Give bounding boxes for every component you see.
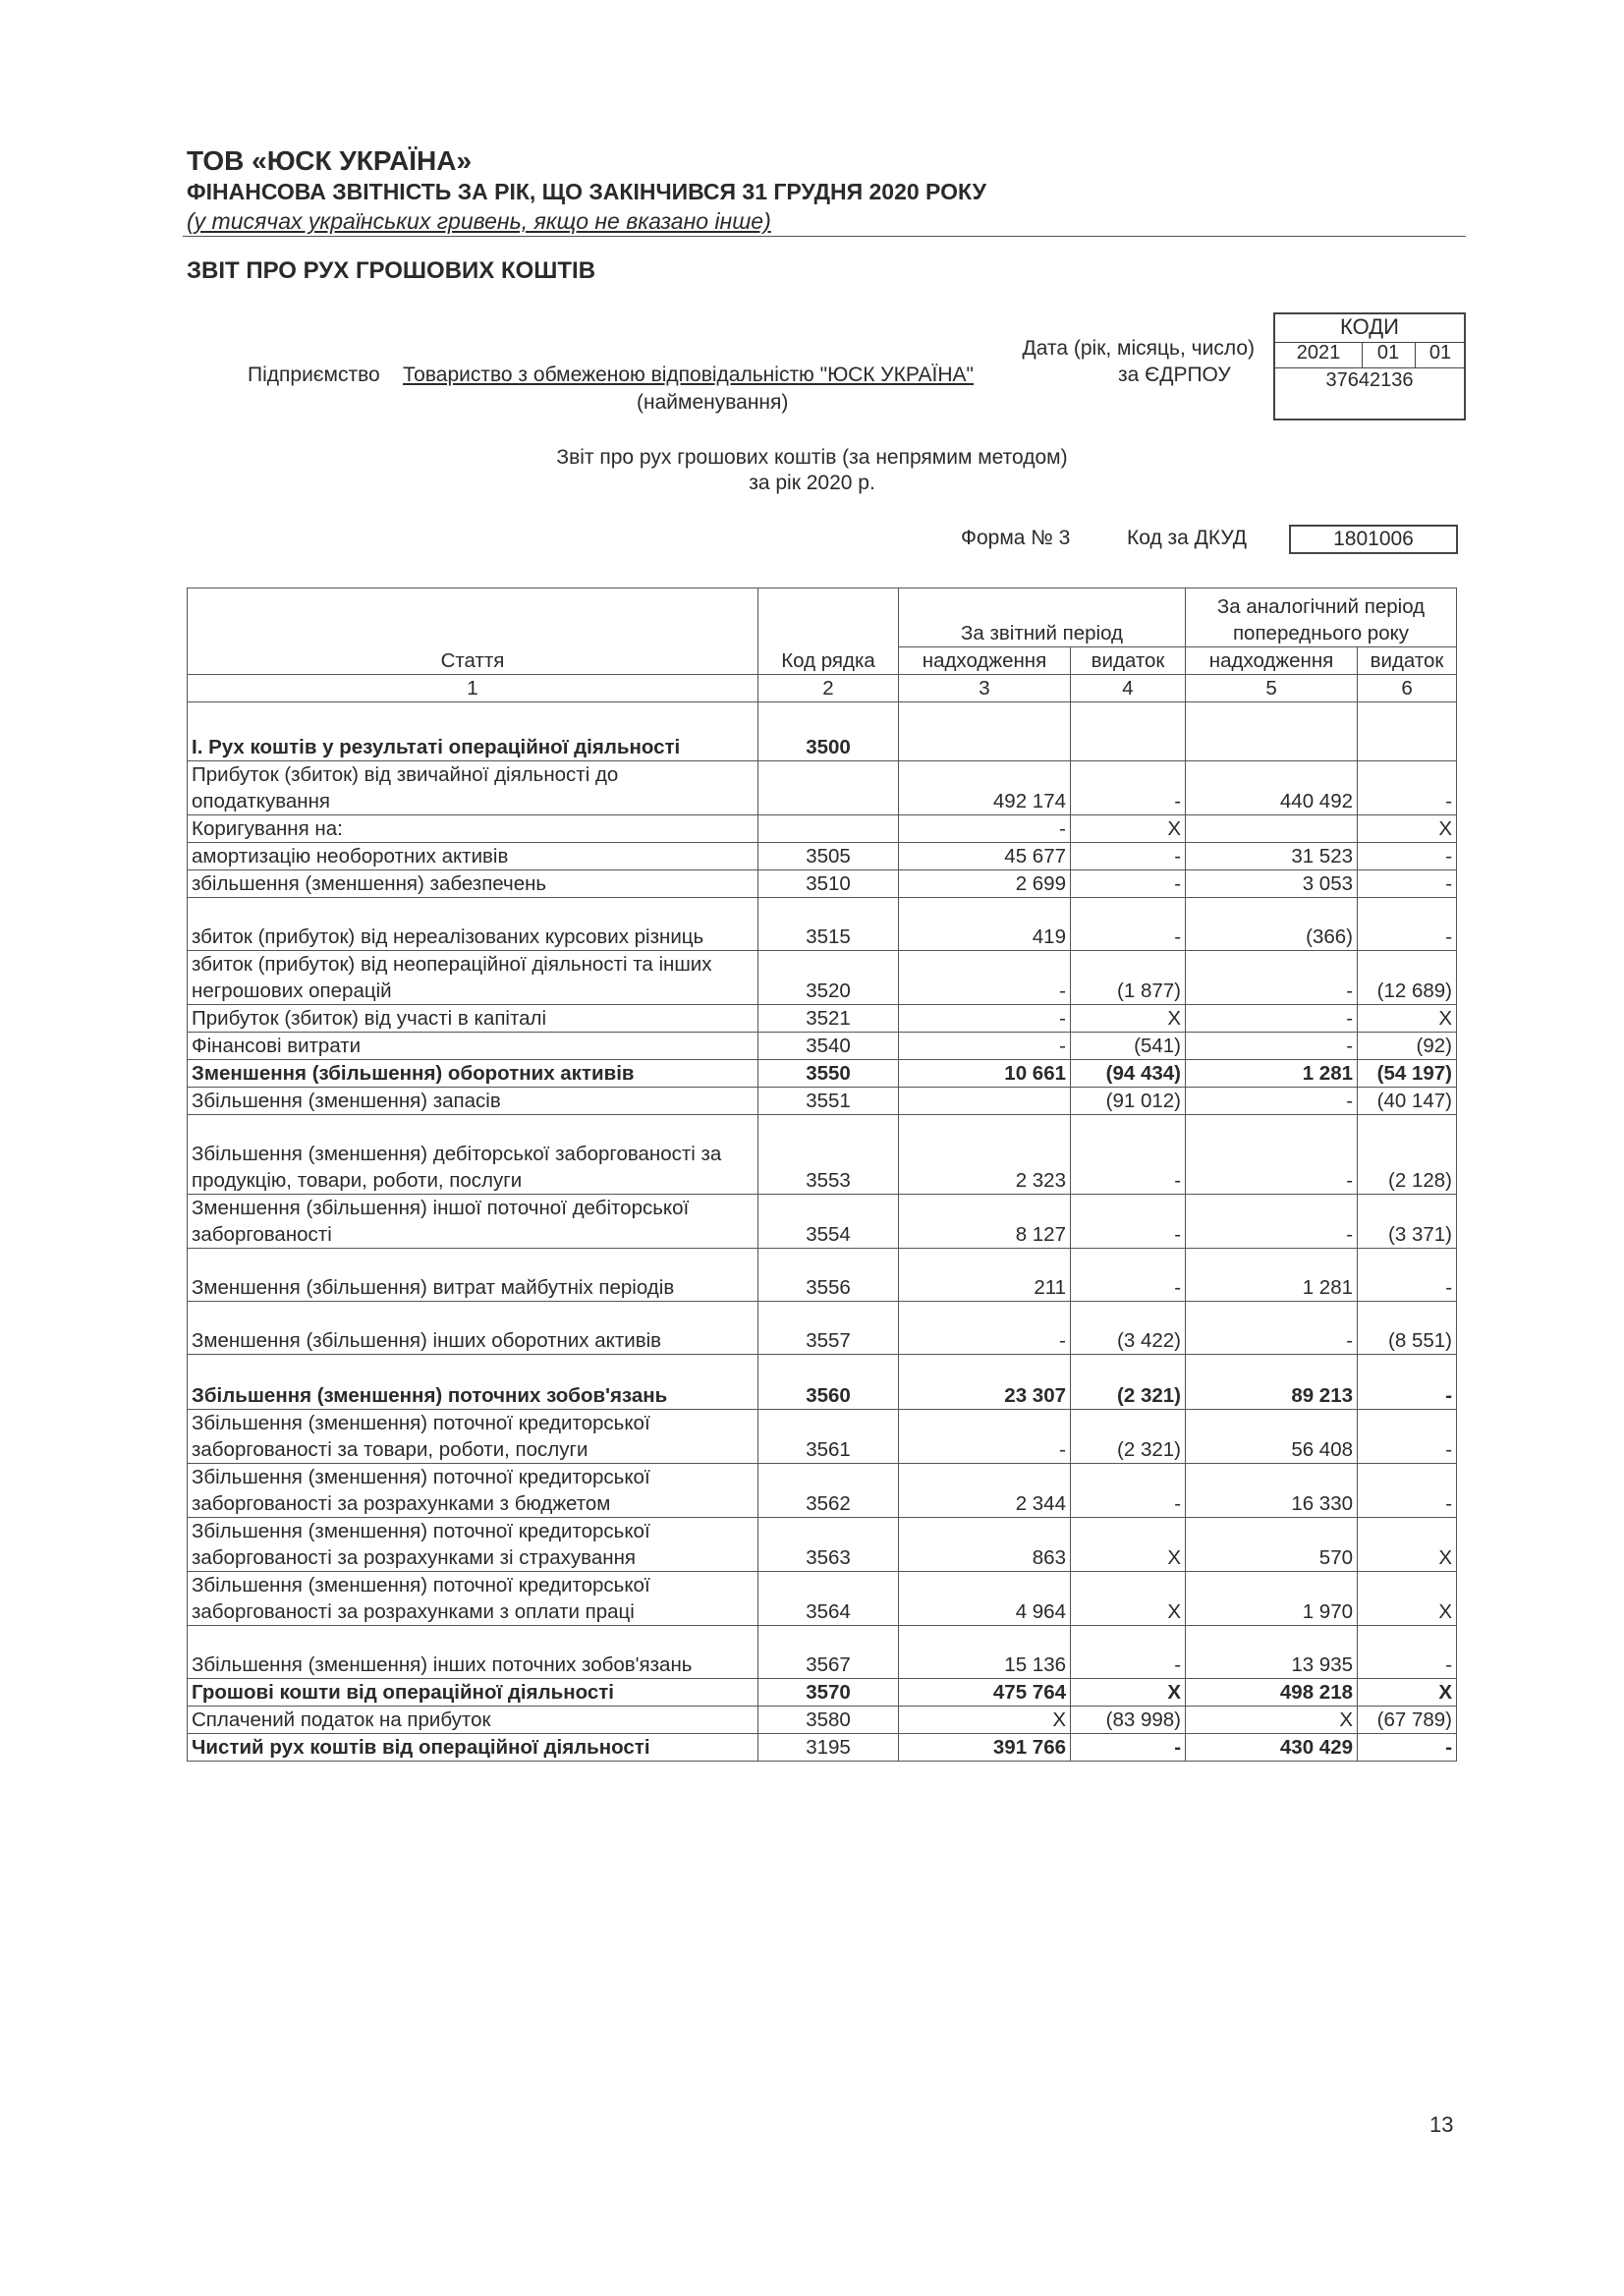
row-label: Зменшення (збільшення) іншої поточної дебіторської заборгованості (188, 1195, 758, 1249)
row-previous-outflow: - (1358, 843, 1457, 870)
row-code: 3520 (758, 951, 899, 1005)
row-code: 3195 (758, 1734, 899, 1762)
row-previous-inflow: 16 330 (1186, 1464, 1358, 1518)
edrpou-code: 37642136 (1325, 369, 1414, 391)
row-previous-outflow: - (1358, 1355, 1457, 1410)
row-code: 3560 (758, 1355, 899, 1410)
row-current-inflow: 23 307 (899, 1355, 1071, 1410)
row-current-inflow: - (899, 1005, 1071, 1033)
table-row (188, 843, 1457, 870)
edrpou-label: за ЄДРПОУ (1118, 364, 1231, 386)
row-current-outflow: (3 422) (1071, 1302, 1186, 1355)
row-current-inflow: 419 (899, 898, 1071, 951)
report-title: Звіт про рух грошових коштів (за непрямим методом) (556, 446, 1068, 469)
row-previous-inflow: - (1186, 951, 1358, 1005)
row-code: 3554 (758, 1195, 899, 1249)
row-current-outflow: - (1071, 1464, 1186, 1518)
row-current-inflow: 4 964 (899, 1572, 1071, 1626)
enterprise-name: Товариство з обмеженою відповідальністю "ЮСК УКРАЇНА" (403, 364, 974, 386)
table-row (188, 1464, 1457, 1518)
row-code: 3521 (758, 1005, 899, 1033)
row-current-outflow: - (1071, 761, 1186, 815)
row-current-inflow: 15 136 (899, 1626, 1071, 1679)
row-current-outflow: (1 877) (1071, 951, 1186, 1005)
table-row (188, 1410, 1457, 1464)
row-current-outflow: X (1071, 1005, 1186, 1033)
row-current-outflow: - (1071, 1734, 1186, 1762)
header-divider (183, 236, 1466, 237)
row-previous-outflow: - (1358, 1734, 1457, 1762)
row-label: Збільшення (зменшення) поточної кредиторської заборгованості за розрахунками з оплати праці (188, 1572, 758, 1626)
table-row (188, 1249, 1457, 1302)
table-row (188, 1355, 1457, 1410)
row-label: I. Рух коштів у результаті операційної діяльності (188, 702, 758, 761)
row-previous-outflow: (8 551) (1358, 1302, 1457, 1355)
row-code: 3564 (758, 1572, 899, 1626)
row-label: Коригування на: (188, 815, 758, 843)
row-current-inflow: 475 764 (899, 1679, 1071, 1707)
codes-title: КОДИ (1275, 314, 1464, 343)
row-current-inflow: 863 (899, 1518, 1071, 1572)
row-previous-inflow: 1 281 (1186, 1249, 1358, 1302)
row-label: збиток (прибуток) від неопераційної діяльності та інших негрошових операцій (188, 951, 758, 1005)
row-label: Прибуток (збиток) від звичайної діяльності до оподаткування (188, 761, 758, 815)
col-number-2: 2 (758, 675, 899, 702)
row-current-inflow: - (899, 815, 1071, 843)
row-label: збільшення (зменшення) забезпечень (188, 870, 758, 898)
row-current-inflow: 8 127 (899, 1195, 1071, 1249)
table-row (188, 1060, 1457, 1088)
header-code: Код рядка (758, 588, 899, 675)
table-row (188, 815, 1457, 843)
row-label: Зменшення (збільшення) витрат майбутніх періодів (188, 1249, 758, 1302)
row-current-inflow: X (899, 1707, 1071, 1734)
date-day: 01 (1415, 342, 1466, 368)
row-current-outflow: (94 434) (1071, 1060, 1186, 1088)
report-period: за рік 2020 р. (749, 472, 875, 494)
row-previous-outflow: - (1358, 898, 1457, 951)
row-code: 3563 (758, 1518, 899, 1572)
row-current-inflow: 391 766 (899, 1734, 1071, 1762)
row-previous-outflow: (40 147) (1358, 1088, 1457, 1115)
row-previous-inflow: 440 492 (1186, 761, 1358, 815)
table-row (188, 702, 1457, 761)
table-row (188, 761, 1457, 815)
row-label: амортизацію необоротних активів (188, 843, 758, 870)
table-row (188, 1302, 1457, 1355)
row-label: Збільшення (зменшення) запасів (188, 1088, 758, 1115)
row-previous-inflow: 1 970 (1186, 1572, 1358, 1626)
row-previous-inflow: 3 053 (1186, 870, 1358, 898)
row-previous-outflow: X (1358, 815, 1457, 843)
row-previous-outflow: X (1358, 1679, 1457, 1707)
row-code: 3540 (758, 1033, 899, 1060)
date-year: 2021 (1275, 342, 1363, 368)
row-previous-inflow (1186, 702, 1358, 761)
row-label: Збільшення (зменшення) поточної кредиторської заборгованості за розрахунками з бюджетом (188, 1464, 758, 1518)
row-label: Грошові кошти від операційної діяльності (188, 1679, 758, 1707)
row-current-inflow: - (899, 1033, 1071, 1060)
row-current-outflow: - (1071, 1115, 1186, 1195)
row-label: Збільшення (зменшення) поточної кредиторської заборгованості за товари, роботи, послуги (188, 1410, 758, 1464)
table-row (188, 870, 1457, 898)
row-code (758, 761, 899, 815)
row-current-outflow: X (1071, 1518, 1186, 1572)
row-current-inflow: 10 661 (899, 1060, 1071, 1088)
row-previous-outflow: (67 789) (1358, 1707, 1457, 1734)
row-previous-inflow: - (1186, 1195, 1358, 1249)
row-code: 3500 (758, 702, 899, 761)
form-number: Форма № 3 (961, 527, 1071, 549)
table-row (188, 1195, 1457, 1249)
row-label: Зменшення (збільшення) оборотних активів (188, 1060, 758, 1088)
row-label: Збільшення (зменшення) інших поточних зобов'язань (188, 1626, 758, 1679)
col-number-1: 1 (188, 675, 758, 702)
row-previous-outflow: (92) (1358, 1033, 1457, 1060)
row-current-outflow: X (1071, 1572, 1186, 1626)
header-previous-period: За аналогічний період попереднього року (1186, 588, 1457, 647)
row-previous-inflow: 56 408 (1186, 1410, 1358, 1464)
row-current-inflow: - (899, 1410, 1071, 1464)
row-label: Збільшення (зменшення) поточної кредиторської заборгованості за розрахунками зі страхування (188, 1518, 758, 1572)
row-current-outflow: (541) (1071, 1033, 1186, 1060)
table-row (188, 1734, 1457, 1762)
col-number-5: 5 (1186, 675, 1358, 702)
row-code: 3561 (758, 1410, 899, 1464)
row-current-inflow (899, 1088, 1071, 1115)
header-article: Стаття (188, 588, 758, 675)
date-month: 01 (1362, 342, 1416, 368)
row-previous-inflow: - (1186, 1088, 1358, 1115)
row-previous-outflow: X (1358, 1572, 1457, 1626)
row-current-outflow: - (1071, 843, 1186, 870)
row-previous-inflow (1186, 815, 1358, 843)
row-label: Зменшення (збільшення) інших оборотних активів (188, 1302, 758, 1355)
row-current-outflow: (91 012) (1071, 1088, 1186, 1115)
row-previous-inflow: - (1186, 1115, 1358, 1195)
row-previous-inflow: (366) (1186, 898, 1358, 951)
col-number-6: 6 (1358, 675, 1457, 702)
row-label: Фінансові витрати (188, 1033, 758, 1060)
row-current-outflow: - (1071, 1626, 1186, 1679)
row-current-inflow: - (899, 951, 1071, 1005)
table-row (188, 1679, 1457, 1707)
row-current-inflow: 2 699 (899, 870, 1071, 898)
row-current-outflow: (83 998) (1071, 1707, 1186, 1734)
row-current-inflow: 211 (899, 1249, 1071, 1302)
header-current-period: За звітний період (899, 588, 1186, 647)
row-previous-outflow: - (1358, 870, 1457, 898)
company-name: ТОВ «ЮСК УКРАЇНА» (187, 145, 473, 176)
row-label: Прибуток (збиток) від участі в капіталі (188, 1005, 758, 1033)
col-number-4: 4 (1071, 675, 1186, 702)
row-previous-inflow: - (1186, 1005, 1358, 1033)
cash-flow-table (187, 588, 1457, 1762)
row-previous-inflow: 1 281 (1186, 1060, 1358, 1088)
row-code: 3567 (758, 1626, 899, 1679)
date-label: Дата (рік, місяць, число) (1022, 337, 1255, 360)
row-current-inflow: - (899, 1302, 1071, 1355)
header-outflow: видаток (1071, 647, 1186, 675)
section-title: ЗВІТ ПРО РУХ ГРОШОВИХ КОШТІВ (187, 257, 596, 284)
row-current-outflow: - (1071, 1249, 1186, 1302)
table-row (188, 1572, 1457, 1626)
row-previous-outflow: - (1358, 1410, 1457, 1464)
row-code: 3551 (758, 1088, 899, 1115)
table-row (188, 1518, 1457, 1572)
report-subtitle: ФІНАНСОВА ЗВІТНІСТЬ ЗА РІК, ЩО ЗАКІНЧИВСЯ 31 ГРУДНЯ 2020 РОКУ (187, 179, 986, 204)
row-previous-inflow: - (1186, 1033, 1358, 1060)
row-previous-inflow: - (1186, 1302, 1358, 1355)
row-current-inflow: 492 174 (899, 761, 1071, 815)
row-label: Збільшення (зменшення) поточних зобов'язань (188, 1355, 758, 1410)
name-hint: (найменування) (637, 391, 789, 414)
row-previous-inflow: 13 935 (1186, 1626, 1358, 1679)
row-label: збиток (прибуток) від нереалізованих курсових різниць (188, 898, 758, 951)
row-label: Збільшення (зменшення) дебіторської заборгованості за продукцію, товари, роботи, послуги (188, 1115, 758, 1195)
row-current-outflow: (2 321) (1071, 1355, 1186, 1410)
row-previous-inflow: 430 429 (1186, 1734, 1358, 1762)
row-previous-outflow: - (1358, 1626, 1457, 1679)
row-previous-inflow: X (1186, 1707, 1358, 1734)
codes-box (1273, 312, 1466, 420)
row-current-outflow: - (1071, 870, 1186, 898)
row-previous-outflow: (54 197) (1358, 1060, 1457, 1088)
row-previous-outflow: X (1358, 1518, 1457, 1572)
row-code: 3515 (758, 898, 899, 951)
row-current-inflow: 2 323 (899, 1115, 1071, 1195)
row-previous-outflow (1358, 702, 1457, 761)
row-previous-outflow: - (1358, 761, 1457, 815)
header-inflow-prev: надходження (1186, 647, 1358, 675)
row-current-inflow: 45 677 (899, 843, 1071, 870)
row-previous-outflow: (2 128) (1358, 1115, 1457, 1195)
row-label: Чистий рух коштів від операційної діяльності (188, 1734, 758, 1762)
currency-note: (у тисячах українських гривень, якщо не вказано інше) (187, 208, 771, 234)
table-row (188, 951, 1457, 1005)
row-current-inflow (899, 702, 1071, 761)
row-current-outflow: X (1071, 815, 1186, 843)
row-code: 3553 (758, 1115, 899, 1195)
page-number: 13 (1429, 2112, 1454, 2137)
row-code (758, 815, 899, 843)
table-row (188, 1115, 1457, 1195)
header-outflow-prev: видаток (1358, 647, 1457, 675)
row-current-outflow: X (1071, 1679, 1186, 1707)
row-code: 3505 (758, 843, 899, 870)
row-previous-inflow: 31 523 (1186, 843, 1358, 870)
table-row (188, 1005, 1457, 1033)
col-number-3: 3 (899, 675, 1071, 702)
row-code: 3550 (758, 1060, 899, 1088)
table-row (188, 1033, 1457, 1060)
row-current-outflow: (2 321) (1071, 1410, 1186, 1464)
table-row (188, 898, 1457, 951)
row-current-outflow: - (1071, 898, 1186, 951)
row-code: 3510 (758, 870, 899, 898)
dkud-code: 1801006 (1289, 525, 1458, 554)
row-previous-outflow: X (1358, 1005, 1457, 1033)
dkud-label: Код за ДКУД (1127, 527, 1247, 549)
row-previous-inflow: 570 (1186, 1518, 1358, 1572)
table-row (188, 1626, 1457, 1679)
enterprise-label: Підприємство (248, 364, 380, 386)
row-previous-inflow: 498 218 (1186, 1679, 1358, 1707)
row-current-inflow: 2 344 (899, 1464, 1071, 1518)
row-code: 3570 (758, 1679, 899, 1707)
row-previous-outflow: (12 689) (1358, 951, 1457, 1005)
row-current-outflow: - (1071, 1195, 1186, 1249)
row-previous-outflow: - (1358, 1464, 1457, 1518)
row-code: 3557 (758, 1302, 899, 1355)
table-row (188, 1707, 1457, 1734)
row-code: 3556 (758, 1249, 899, 1302)
row-previous-inflow: 89 213 (1186, 1355, 1358, 1410)
row-code: 3580 (758, 1707, 899, 1734)
row-current-outflow (1071, 702, 1186, 761)
header-inflow: надходження (899, 647, 1071, 675)
row-label: Сплачений податок на прибуток (188, 1707, 758, 1734)
row-previous-outflow: - (1358, 1249, 1457, 1302)
row-previous-outflow: (3 371) (1358, 1195, 1457, 1249)
table-row (188, 1088, 1457, 1115)
row-code: 3562 (758, 1464, 899, 1518)
